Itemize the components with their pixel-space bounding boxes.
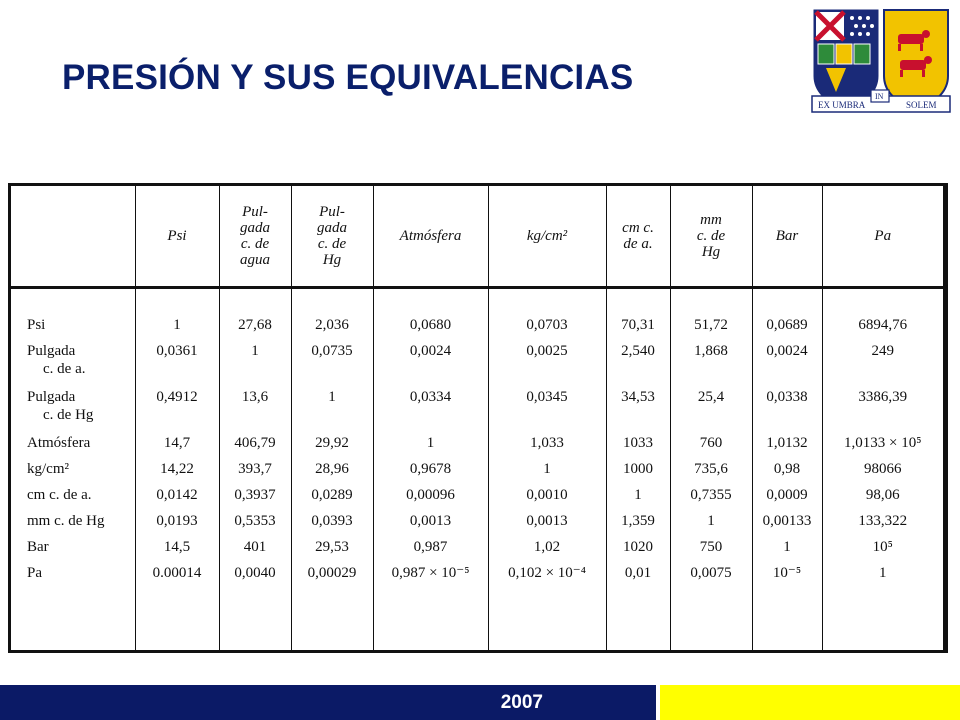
equivalence-table-frame — [8, 183, 948, 653]
table-cell: 27,68 — [219, 288, 291, 341]
svg-text:SOLEM: SOLEM — [906, 100, 937, 110]
table-cell: 1,0133 × 10⁵ — [822, 432, 943, 458]
row-label — [11, 340, 135, 386]
table-cell: 0,0024 — [373, 340, 488, 386]
column-header: mm c. de Hg — [670, 186, 752, 288]
table-cell: 1 — [606, 484, 670, 510]
table-cell: 0,0393 — [291, 510, 373, 536]
row-label-subtext: c. de Hg — [43, 407, 94, 423]
table-row — [11, 536, 943, 562]
table-cell: 14,5 — [135, 536, 219, 562]
table-header-row — [11, 186, 943, 288]
table-cell: 0,7355 — [670, 484, 752, 510]
table-cell: 0,0024 — [752, 340, 822, 386]
table-row — [11, 562, 943, 650]
table-cell: 0,00029 — [291, 562, 373, 650]
table-cell: 0,0040 — [219, 562, 291, 650]
column-header: kg/cm² — [488, 186, 606, 288]
header-corner — [11, 186, 135, 288]
column-header: Psi — [135, 186, 219, 288]
table-cell: 25,4 — [670, 386, 752, 432]
table-cell: 98,06 — [822, 484, 943, 510]
table-cell: 1 — [822, 562, 943, 650]
table-cell: 0,3937 — [219, 484, 291, 510]
table-cell: 1,0132 — [752, 432, 822, 458]
table-cell: 10⁵ — [822, 536, 943, 562]
row-label — [11, 458, 135, 484]
footer-year: 2007 — [500, 692, 543, 713]
table-cell: 2,036 — [291, 288, 373, 341]
column-header: Atmósfera — [373, 186, 488, 288]
page-title: PRESIÓN Y SUS EQUIVALENCIAS — [62, 58, 634, 97]
university-crest-logo — [808, 6, 954, 126]
table-cell: 1020 — [606, 536, 670, 562]
row-label — [11, 510, 135, 536]
table-cell: 10⁻⁵ — [752, 562, 822, 650]
table-row — [11, 386, 943, 432]
row-label — [11, 562, 135, 650]
footer-bar-left — [0, 685, 656, 720]
table-cell: 0.00014 — [135, 562, 219, 650]
table-cell: 0,0075 — [670, 562, 752, 650]
table-cell: 401 — [219, 536, 291, 562]
table-cell: 14,7 — [135, 432, 219, 458]
table-cell: 14,22 — [135, 458, 219, 484]
row-label — [11, 288, 135, 341]
table-row — [11, 432, 943, 458]
table-cell: 1,033 — [488, 432, 606, 458]
table-cell: 0,4912 — [135, 386, 219, 432]
table-cell: 0,0289 — [291, 484, 373, 510]
table-cell: 0,0025 — [488, 340, 606, 386]
table-cell: 406,79 — [219, 432, 291, 458]
table-cell: 0,5353 — [219, 510, 291, 536]
table-cell: 0,0142 — [135, 484, 219, 510]
table-cell: 0,00133 — [752, 510, 822, 536]
column-header: Pa — [822, 186, 943, 288]
table-cell: 0,0680 — [373, 288, 488, 341]
table-cell: 1 — [291, 386, 373, 432]
table-cell: 0,01 — [606, 562, 670, 650]
table-cell: 34,53 — [606, 386, 670, 432]
row-label-text: Pa — [27, 565, 42, 581]
svg-text:EX UMBRA: EX UMBRA — [818, 100, 866, 110]
table-cell: 1,868 — [670, 340, 752, 386]
table-row — [11, 510, 943, 536]
table-cell: 1000 — [606, 458, 670, 484]
row-label-text: mm c. de Hg — [27, 513, 105, 529]
table-cell: 249 — [822, 340, 943, 386]
table-cell: 1033 — [606, 432, 670, 458]
table-cell: 1 — [373, 432, 488, 458]
table-cell: 1 — [135, 288, 219, 341]
table-cell: 0,0009 — [752, 484, 822, 510]
row-label-subtext: c. de a. — [43, 361, 86, 377]
table-cell: 51,72 — [670, 288, 752, 341]
table-row — [11, 458, 943, 484]
table-cell: 98066 — [822, 458, 943, 484]
table-cell: 133,322 — [822, 510, 943, 536]
table-cell: 0,0334 — [373, 386, 488, 432]
table-cell: 0,0345 — [488, 386, 606, 432]
table-cell: 0,102 × 10⁻⁴ — [488, 562, 606, 650]
table-cell: 1 — [752, 536, 822, 562]
table-cell: 28,96 — [291, 458, 373, 484]
table-cell: 1 — [670, 510, 752, 536]
table-cell: 29,53 — [291, 536, 373, 562]
column-header: Pul- gada c. de Hg — [291, 186, 373, 288]
column-header: Pul- gada c. de agua — [219, 186, 291, 288]
table-cell: 0,0013 — [488, 510, 606, 536]
row-label — [11, 432, 135, 458]
table-cell: 0,0361 — [135, 340, 219, 386]
table-cell: 1,359 — [606, 510, 670, 536]
table-row — [11, 340, 943, 386]
table-cell: 0,0703 — [488, 288, 606, 341]
table-cell: 2,540 — [606, 340, 670, 386]
table-cell: 13,6 — [219, 386, 291, 432]
row-label-text: Pulgada — [27, 389, 76, 405]
table-cell: 1,02 — [488, 536, 606, 562]
row-label-text: cm c. de a. — [27, 487, 92, 503]
table-cell: 0,987 — [373, 536, 488, 562]
table-cell: 29,92 — [291, 432, 373, 458]
pressure-equivalence-table — [11, 186, 943, 650]
row-label — [11, 386, 135, 432]
table-cell: 0,0338 — [752, 386, 822, 432]
table-cell: 0,987 × 10⁻⁵ — [373, 562, 488, 650]
table-cell: 0,0013 — [373, 510, 488, 536]
table-cell: 0,0689 — [752, 288, 822, 341]
column-header: Bar — [752, 186, 822, 288]
table-cell: 0,00096 — [373, 484, 488, 510]
table-cell: 1 — [488, 458, 606, 484]
row-label — [11, 484, 135, 510]
table-cell: 3386,39 — [822, 386, 943, 432]
table-cell: 0,0735 — [291, 340, 373, 386]
column-header: cm c. de a. — [606, 186, 670, 288]
table-row — [11, 288, 943, 341]
row-label-text: kg/cm² — [27, 461, 69, 477]
row-label-text: Psi — [27, 317, 46, 333]
table-cell: 0,0010 — [488, 484, 606, 510]
table-cell: 735,6 — [670, 458, 752, 484]
svg-text:IN: IN — [875, 92, 884, 101]
table-cell: 1 — [219, 340, 291, 386]
table-cell: 760 — [670, 432, 752, 458]
footer-bar-right — [660, 685, 960, 720]
row-label — [11, 536, 135, 562]
table-cell: 750 — [670, 536, 752, 562]
table-cell: 0,9678 — [373, 458, 488, 484]
table-cell: 0,98 — [752, 458, 822, 484]
table-cell: 6894,76 — [822, 288, 943, 341]
table-cell: 0,0193 — [135, 510, 219, 536]
row-label-text: Pulgada — [27, 343, 76, 359]
row-label-text: Bar — [27, 539, 49, 555]
table-row — [11, 484, 943, 510]
row-label-text: Atmósfera — [27, 435, 91, 451]
table-cell: 70,31 — [606, 288, 670, 341]
table-cell: 393,7 — [219, 458, 291, 484]
